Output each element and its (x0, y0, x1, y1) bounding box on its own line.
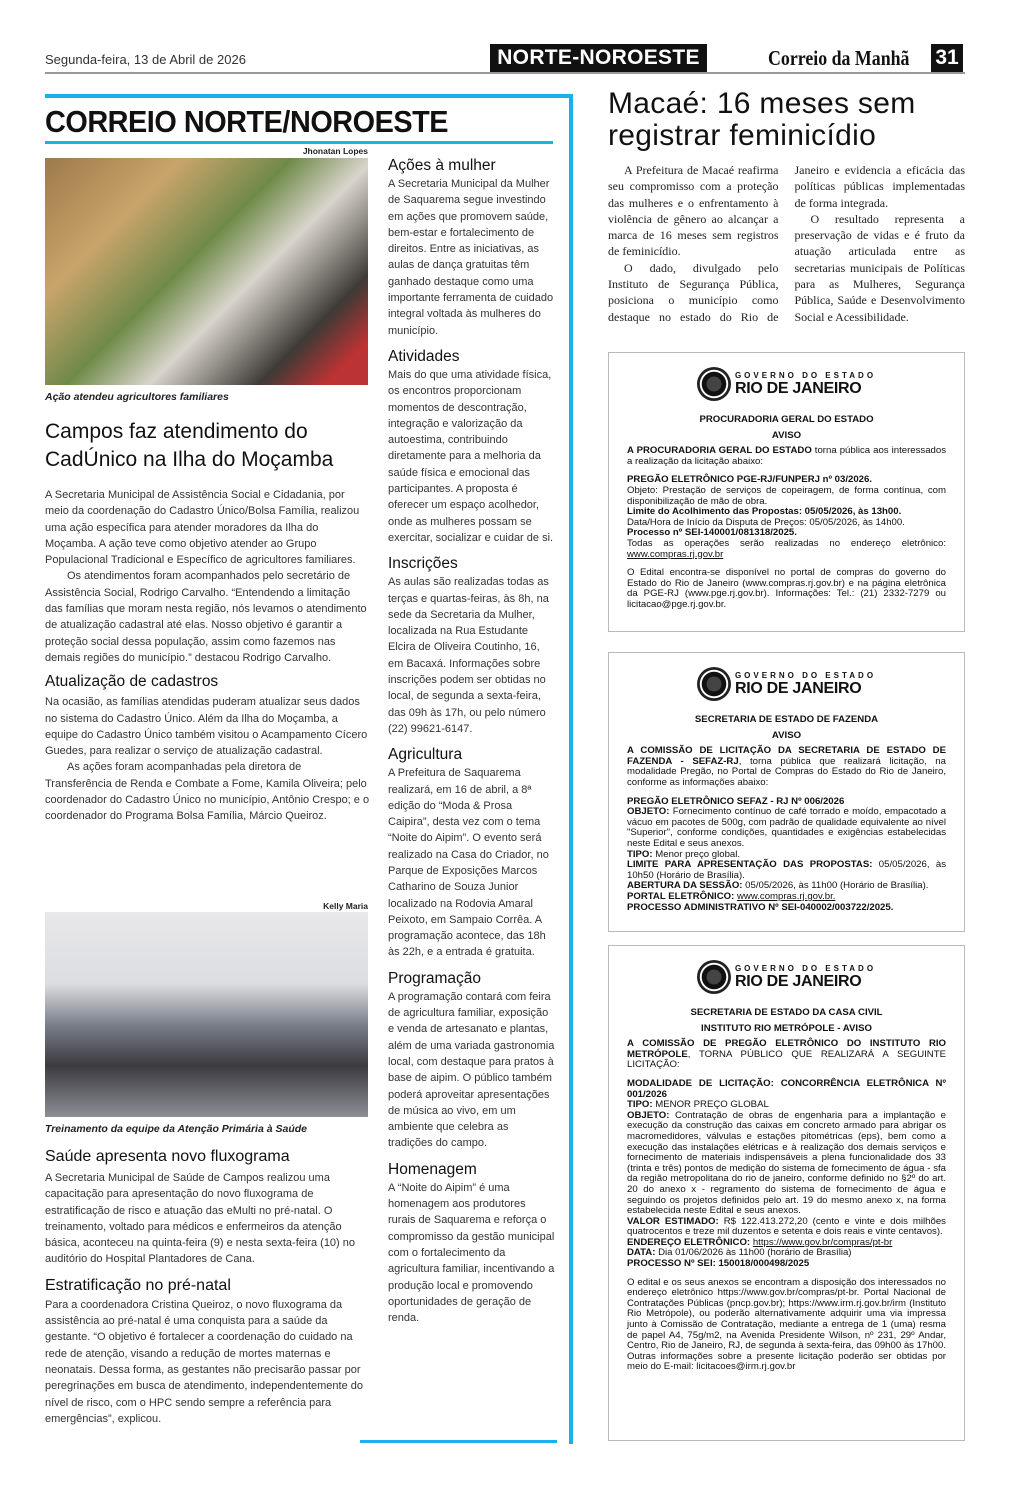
notice-label: ABERTURA DA SESSÃO: (627, 880, 743, 892)
notice-text: A COMISSÃO DE PREGÃO ELETRÔNICO DO INSTITUTO RIO METRÓPOLE (627, 1038, 946, 1060)
paragraph: A “Noite do Aipim” é uma homenagem aos produtores rurais de Saquarema e reforça o compromisso da gestão municipal com o fortalecimento da agricultura familiar, incentivando a produção local e promovendo oportunidades de geração de renda. (388, 1181, 555, 1325)
notice-text: 05/05/2026, às 10h50 (Horário de Brasília). (627, 859, 946, 881)
paragraph: A Prefeitura de Saquarema realizará, em 16 de abril, a 8ª edição do “Moda & Prosa Caipira”, desta vez com o tema “Noite do Aipim”. O evento será realizado na Casa do Criador, no Parque de Exposições Marcos Catharino de Souza Junior localizado na Rodovia Amaral Peixoto, em Sampaio Corrêa. A programação acontece, das 18h às 22h, e a entrada é gratuita. (388, 767, 549, 959)
paragraph: Os atendimentos foram acompanhados pelo secretário de Assistência Social, Rodrigo Carvalho. “Entendendo a limitação das famílias que moram nesta região, nós levamos o atendimento de atualização cadastral até elas. Nosso objetivo é garantir a proteção social dessa população, assim como fazemos nas demais regiões do município.” destacou Rodrigo Carvalho. (45, 570, 367, 664)
subheading: Inscrições (388, 555, 458, 573)
notice-text: PREGÃO ELETRÔNICO SEFAZ - RJ Nº 006/2026 (627, 795, 845, 807)
notice-text: Todas as operações serão realizadas no endereço eletrônico: (627, 537, 946, 549)
page-number: 31 (931, 44, 963, 72)
newspaper-brand: Correio da Manhã (768, 46, 910, 70)
notice-text: Dia 01/06/2026 às 11h00 (horário de Brasília) (655, 1247, 852, 1259)
subheading: Homenagem (388, 1160, 477, 1178)
notice-type: AVISO (771, 429, 802, 441)
photo-agricultores (45, 158, 368, 385)
paragraph: A Prefeitura de Macaé reafirma seu compromisso com a proteção das mulheres e o enfrentamento à violência de gênero ao alcançar a marca de 16 meses sem registros de feminicídio. (608, 163, 779, 259)
notice-text: Contratação de obras de engenharia para a implantação e execução da construção das caixas em concreto armado para abrigar os macromedidores, válvulas e estações pitométricas (eps), bem como a execução das instalações elétricas e à realização dos demais serviços e fornecimento de materiais indispensáveis a plena funcionalidade dos 33 (trinta e três) pontos de medição do sistema de fornecimento de água - sfa da região metropolitana do rio de janeiro, conforme definido no §2º do art. 20 do anexo x - regramento do sistema de fornecimento de água e seguindo os projetos definidos pelo art. 19 do mesmo anexo x, na forma estabelecida neste Edital e seus anexos. (627, 1109, 946, 1217)
paragraph: A programação contará com feira de agricultura familiar, exposição e venda de artesanato e plantas, além de uma variada gastronomia local, com destaque para pratos à base de aipim. O público também poderá aproveitar apresentações de música ao vivo, em um ambiente que celebra as tradições do campo. (388, 990, 555, 1150)
notice-text: MENOR PREÇO GLOBAL (652, 1099, 769, 1111)
notice-text: O Edital encontra-se disponível no portal de compras do governo do Estado do Rio de Janeiro (www.compras.rj.gov.br) e na página eletrônica da PGE-RJ (www.pge.rj.gov.br). Informações: Tel.: (21) 2332-7279 ou licitacao@pge.rj.gov.br. (627, 567, 946, 610)
notice-org: SECRETARIA DE ESTADO DE FAZENDA (694, 714, 879, 725)
page-title: CORREIO NORTE/NOROESTE (45, 104, 449, 139)
notice-text: Menor preço global. (652, 848, 741, 860)
notice-org: SECRETARIA DE ESTADO DA CASA CIVIL (690, 1007, 883, 1018)
logo-text: GOVERNO DO ESTADO (734, 670, 877, 680)
notice-text: A COMISSÃO DE LICITAÇÃO DA SECRETARIA DE ESTADO DE FAZENDA - SEFAZ-RJ (627, 745, 946, 767)
compras-link[interactable]: www.compras.rj.gov.br (627, 548, 724, 560)
subheading: Agricultura (388, 746, 463, 764)
notice-text: R$ 122.413.272,20 (cento e vinte e dois milhões quatrocentos e treze mil duzentos e setenta e dois reais e vinte centavos). (627, 1215, 946, 1238)
rj-government-logo (627, 667, 946, 701)
legal-notice-pge (608, 352, 965, 632)
photo-credit: Kelly Maria (323, 901, 368, 911)
notice-label: TIPO: (627, 1099, 653, 1111)
paragraph: O resultado representa a preservação de vidas e é fruto da atuação articulada entre as secretarias municipais de Políticas para as Mulheres, Segurança Pública, Saúde e Desenvolvimento Social e Acessibilidade. (794, 211, 965, 324)
notice-type: AVISO (771, 729, 802, 741)
subheading: Ações à mulher (388, 157, 496, 174)
photo-caption: Treinamento da equipe da Atenção Primária à Saúde (45, 1123, 307, 1135)
paragraph: Para a coordenadora Cristina Queiroz, o novo fluxograma da assistência ao pré-natal é uma conquista para a saúde da gestante. “O objetivo é fortalecer a coordenação do cuidado na rede de atenção, visando a redução de mortes maternas e neonatais. Dessa forma, as gestantes não precisarão passar por peregrinações em busca de atendimento, independentemente do nível de risco, com o HPC sendo sempre a referência para emergências”, explicou. (45, 1298, 364, 1425)
notice-label: DATA: (627, 1247, 656, 1259)
notice-label: ENDEREÇO ELETRÔNICO: (627, 1236, 751, 1248)
state-seal-icon (697, 667, 731, 701)
notice-text: , torna pública que realizará licitação, na modalidade Pregão, no Portal de Compras do Estado do Rio de Janeiro, conforme as informações abaixo: (627, 755, 946, 788)
subheading: Atualização de cadastros (45, 673, 219, 691)
article-cadunico (45, 487, 370, 825)
legal-notice-casa-civil (608, 945, 965, 1441)
notice-text: PROCESSO ADMINISTRATIVO Nº SEI-040002/003722/2025. (627, 901, 894, 913)
paragraph: Mais do que uma atividade física, os encontros proporcionam momentos de descontração, integração e valorização da autoestima, contribuindo diretamente para a melhoria da saúde física e emocional das participantes. A proposta é oferecer um espaço acolhedor, onde as mulheres possam se exercitar, socializar e cuidar de si. (388, 368, 554, 544)
gov-compras-link[interactable]: https://www.gov.br/compras/pt-br (752, 1236, 893, 1248)
paragraph: A Secretaria Municipal de Assistência Social e Cidadania, por meio da coordenação do Cadastro Único/Bolsa Família, realizou uma ação específica para atender moradores da Ilha do Moçamba. A ação teve como objetivo atender ao Grupo Populacional Tradicional e Específico de agricultores familiares. (45, 489, 360, 567)
frame-top-line (45, 94, 573, 98)
notice-text: MODALIDADE DE LICITAÇÃO: CONCORRÊNCIA ELETRÔNICA Nº 001/2026 (627, 1077, 946, 1100)
notice-text: Data/Hora de Início da Disputa de Preços: 05/05/2026, às 14h00. (627, 516, 905, 528)
state-seal-icon (697, 367, 731, 401)
compras-link[interactable]: www.compras.rj.gov.br. (736, 890, 836, 902)
subheading: Atividades (388, 347, 460, 365)
paragraph: As ações foram acompanhadas pela diretora de Transferência de Renda e Combate a Fome, Kamila Oliveira; pelo coordenador do Cadastro Único no município, Antônio Crespo; e o coordenador do Programa Bolsa Família, Márcio Queiroz. (45, 761, 370, 823)
notice-text: torna pública aos interessados a realização da licitação abaixo: (627, 445, 946, 467)
subheading: Programação (388, 969, 482, 987)
notice-text: A PROCURADORIA GERAL DO ESTADO (627, 445, 812, 457)
state-seal-icon (697, 960, 731, 994)
notice-label: OBJETO: (627, 1109, 670, 1121)
photo-treinamento (45, 912, 368, 1117)
headline-cadunico: Campos faz atendimento do CadÚnico na Ilha do Moçamba (45, 420, 334, 471)
frame-right-line (569, 94, 573, 1444)
issue-date: Segunda-feira, 13 de Abril de 2026 (45, 52, 246, 67)
notice-label: VALOR ESTIMADO: (627, 1215, 719, 1227)
photo-credit: Jhonatan Lopes (302, 146, 368, 156)
notice-text: O edital e os seus anexos se encontram a disposição dos interessados no endereço eletrônico https://www.gov.br/compras/pt-br. Portal Nacional de Contratações Públicas (pncp.gov.br); https://www.irm.rj.gov.br/irm (Instituto Rio Metrópole), ou poderão alternativamente adquirir uma via impressa junto à Comissão de Contratação, mediante a entrega de 1 (uma) resma de papel A4, 75g/m2, na Avenida Presidente Wilson, nº 231, 29º Andar, Centro, Rio de Janeiro, RJ, de segunda à sexta-feira, das 09h00 às 17h00. Outras informações sobre a presente licitação poderão ser obtidas por meio do E-mail: licitacoes@irm.rj.gov.br (627, 1276, 946, 1373)
notice-label: OBJETO: (627, 806, 670, 818)
notice-label: TIPO: (627, 848, 653, 860)
paragraph: As aulas são realizadas todas as terças e quartas-feiras, às 8h, na sede da Secretaria da Mulher, localizada na Rua Estudante Elcira de Oliveira Coutinho, 16, em Bacaxá. Informações sobre inscrições podem ser obtidas no local, de segunda a sexta-feira, das 09h às 17h, ou pelo número (22) 99621-6147. (388, 576, 549, 735)
notice-text: Objeto: Prestação de serviços de copeiragem, de forma contínua, com disponibilização de mão de obra. (627, 484, 946, 507)
paragraph: Na ocasião, as famílias atendidas puderam atualizar seus dados no sistema do Cadastro Único. Além da Ilha do Moçamba, a equipe do Cadastro Único também visitou o Acampamento Cícero Guedes, para realizar o serviço de atualização cadastral. (45, 696, 368, 758)
notice-text: PROCESSO Nº SEI: 150018/000498/2025 (627, 1258, 810, 1270)
notice-text: Processo nº SEI-140001/081318/2025. (627, 527, 797, 539)
notice-label: PORTAL ELETRÔNICO: (627, 890, 735, 902)
logo-text: RIO DE JANEIRO (734, 380, 862, 398)
subheading: Estratificação no pré-natal (45, 1276, 231, 1294)
article-saquarema (388, 156, 556, 1326)
notice-text: Limite do Acolhimento das Propostas: 05/05/2026, às 13h00. (627, 506, 902, 518)
paragraph: A Secretaria Municipal de Saúde de Campos realizou uma capacitação para apresentação do novo fluxograma de estratificação de risco e atuação das eMulti no pré-natal. O treinamento, voltado para médicos e enfermeiros da atenção básica, aconteceu na quinta-feira (9) e nesta sexta-feira (10) no auditório do Hospital Plantadores de Cana. (45, 1172, 356, 1266)
headline-fluxograma: Saúde apresenta novo fluxograma (45, 1148, 290, 1165)
logo-text: GOVERNO DO ESTADO (734, 370, 877, 380)
notice-org: PROCURADORIA GERAL DO ESTADO (699, 414, 874, 425)
notice-type: INSTITUTO RIO METRÓPOLE - AVISO (701, 1022, 872, 1034)
logo-text: GOVERNO DO ESTADO (734, 963, 877, 973)
rj-government-logo (627, 367, 946, 401)
frame-bottom-line (360, 1440, 557, 1443)
notice-text: 05/05/2026, às 11h00 (Horário de Brasília). (742, 880, 929, 892)
logo-text: RIO DE JANEIRO (734, 973, 862, 991)
notice-label: LIMITE PARA APRESENTAÇÃO DAS PROPOSTAS: (627, 859, 873, 871)
notice-text: PREGÃO ELETRÔNICO PGE-RJ/FUNPERJ nº 03/2026. (627, 474, 873, 486)
paragraph: A Secretaria Municipal da Mulher de Saquarema segue investindo em ações que promovem saúde, bem-estar e fortalecimento de direitos. Entre as iniciativas, as aulas de dança gratuitas têm ganhado destaque como uma importante ferramenta de cuidado integral voltada às mulheres do município. (388, 178, 554, 337)
notice-text: Fornecimento contínuo de café torrado e moído, empacotado a vácuo em pacotes de 500g, com padrão de qualidade equivalente ao nível "Superior", conforme condições, quantidades e exigências estabelecidas neste Edital e seus anexos. (627, 806, 946, 849)
legal-notice-sefaz (608, 652, 965, 932)
title-underline (45, 141, 553, 144)
logo-text: RIO DE JANEIRO (734, 680, 862, 698)
headline-macae: Macaé: 16 meses sem registrar feminicídio (608, 87, 916, 152)
paragraph: O dado, divulgado pelo Instituto de Segurança Pública, posiciona o município como destaque no estado do Rio de Janeiro e evidencia a eficácia das políticas públicas implementadas de forma integrada. (608, 163, 965, 324)
header-rule (45, 72, 965, 74)
photo-caption: Ação atendeu agricultores familiares (45, 391, 229, 403)
article-fluxograma (45, 1170, 370, 1427)
notice-text: , TORNA PÚBLICO QUE REALIZARÁ A SEGUINTE LICITAÇÃO: (627, 1048, 946, 1071)
rj-government-logo (627, 960, 946, 994)
article-macae (608, 162, 965, 325)
section-label: NORTE-NOROESTE (490, 44, 707, 72)
